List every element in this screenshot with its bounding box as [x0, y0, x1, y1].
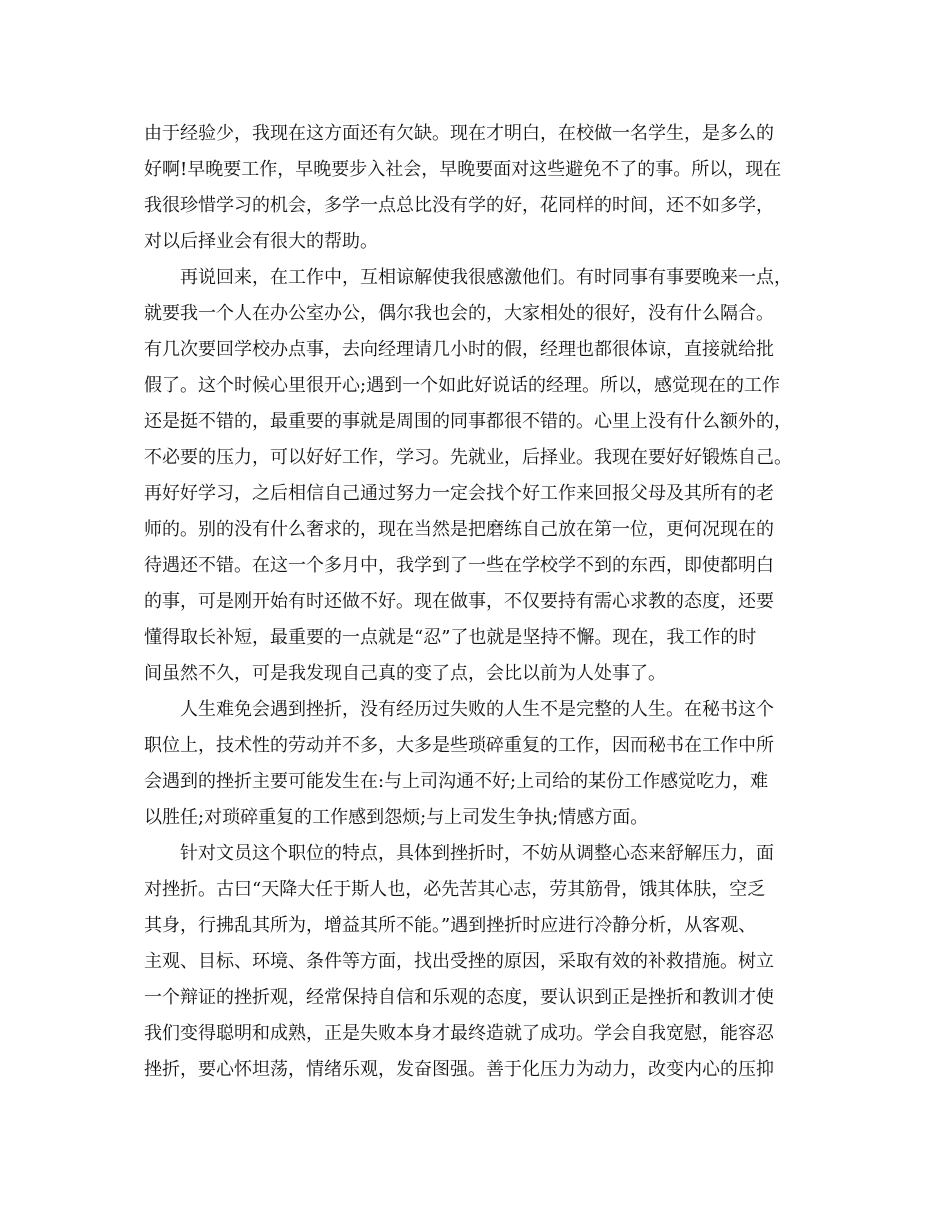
- document-body: [144, 116, 814, 1088]
- text-line: 主观、目标、环境、条件等方面，找出受挫的原因，采取有效的补救措施。树立: [144, 951, 774, 972]
- text-line: 还是挺不错的，最重要的事就是周围的同事都很不错的。心里上没有什么额外的，: [144, 411, 792, 432]
- text-line: 再说回来，在工作中，互相谅解使我很感激他们。有时同事有事要晚来一点，: [180, 267, 792, 288]
- text-line: 对挫折。古曰“天降大任于斯人也，必先苦其心志，劳其筋骨，饿其体肤，空乏: [144, 879, 766, 900]
- text-line: 的事，可是刚开始有时还做不好。现在做事，不仅要持有需心求教的态度，还要: [144, 591, 774, 612]
- text-line: 假了。这个时候心里很开心;遇到一个如此好说话的经理。所以，感觉现在的工作: [144, 375, 781, 396]
- text-line: 一个辩证的挫折观，经常保持自信和乐观的态度，要认识到正是挫折和教训才使: [144, 987, 774, 1008]
- text-line: 不必要的压力，可以好好工作，学习。先就业，后择业。我现在要好好锻炼自己。: [144, 447, 792, 468]
- paragraph-4: [144, 836, 814, 1088]
- text-line: 再好好学习，之后相信自己通过努力一定会找个好工作来回报父母及其所有的老: [144, 483, 774, 504]
- text-line: 好啊!早晚要工作，早晚要步入社会，早晚要面对这些避免不了的事。所以，现在: [144, 159, 782, 180]
- text-line: 对以后择业会有很大的帮助。: [144, 231, 378, 252]
- text-line: 针对文员这个职位的特点，具体到挫折时，不妨从调整心态来舒解压力，面: [180, 843, 774, 864]
- text-line: 我很珍惜学习的机会，多学一点总比没有学的好，花同样的时间，还不如多学，: [144, 195, 774, 216]
- text-line: 懂得取长补短，最重要的一点就是“忍”了也就是坚持不懈。现在，我工作的时: [144, 627, 757, 648]
- text-line: 间虽然不久，可是我发现自己真的变了点，会比以前为人处事了。: [144, 663, 666, 684]
- text-line: 人生难免会遇到挫折，没有经历过失败的人生不是完整的人生。在秘书这个: [180, 699, 774, 720]
- paragraph-1: [144, 116, 814, 260]
- text-line: 职位上，技术性的劳动并不多，大多是些琐碎重复的工作，因而秘书在工作中所: [144, 735, 774, 756]
- text-line: 挫折，要心怀坦荡，情绪乐观，发奋图强。善于化压力为动力，改变内心的压抑: [144, 1059, 774, 1080]
- paragraph-3: [144, 692, 814, 836]
- paragraph-2: [144, 260, 814, 692]
- text-line: 会遇到的挫折主要可能发生在:与上司沟通不好;上司给的某份工作感觉吃力，难: [144, 771, 769, 792]
- text-line: 其身，行拂乱其所为，增益其所不能。”遇到挫折时应进行冷静分析，从客观、: [144, 915, 757, 936]
- text-line: 师的。别的没有什么奢求的，现在当然是把磨练自己放在第一位，更何况现在的: [144, 519, 774, 540]
- text-line: 由于经验少，我现在这方面还有欠缺。现在才明白，在校做一名学生，是多么的: [144, 123, 774, 144]
- text-line: 有几次要回学校办点事，去向经理请几小时的假，经理也都很体谅，直接就给批: [144, 339, 774, 360]
- text-line: 以胜任;对琐碎重复的工作感到怨烦;与上司发生争执;情感方面。: [144, 807, 649, 828]
- text-line: 待遇还不错。在这一个多月中，我学到了一些在学校学不到的东西，即使都明白: [144, 555, 774, 576]
- text-line: 我们变得聪明和成熟，正是失败本身才最终造就了成功。学会自我宽慰，能容忍: [144, 1023, 774, 1044]
- text-line: 就要我一个人在办公室办公，偶尔我也会的，大家相处的很好，没有什么隔合。: [144, 303, 774, 324]
